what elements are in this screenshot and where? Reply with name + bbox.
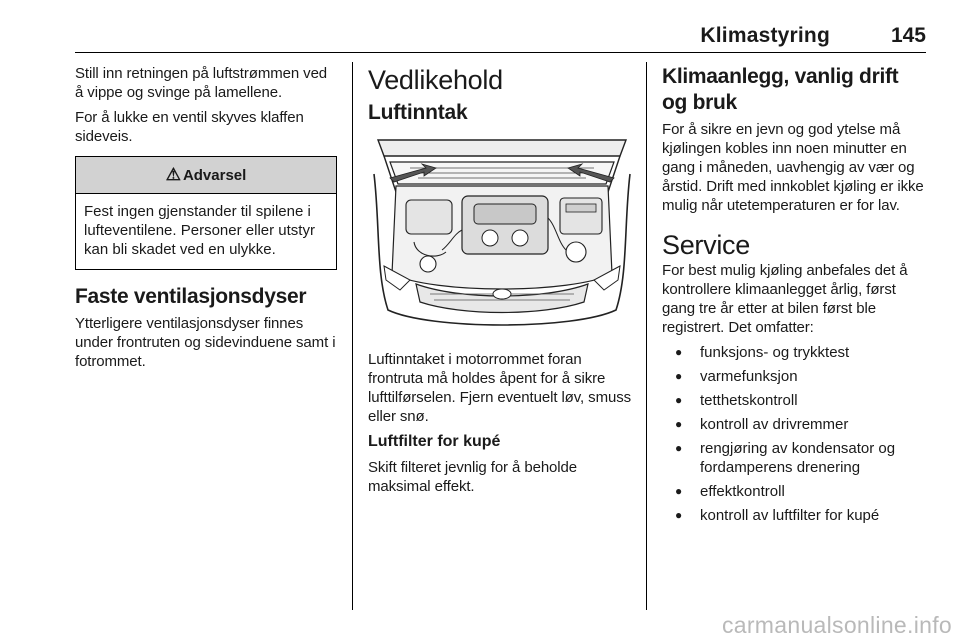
bullet-icon: ●: [675, 345, 683, 359]
fixed-vents-paragraph: Ytterligere ventilasjonsdyser finnes under frontruten og sidevinduene samt i fotrommet.: [75, 315, 336, 370]
bullet-icon: ●: [675, 484, 683, 498]
header-divider: [75, 52, 926, 53]
air-intake-paragraph: Luftinntaket i motorrommet foran frontruta må holdes åpent for å sikre lufttilførselen. Fjern eventuelt løv, smuss eller snø.: [368, 351, 632, 425]
vent-direction-paragraph: Still inn retningen på luftstrømmen ved å vippe og svinge på lamellene.: [75, 65, 328, 101]
warning-text: Fest ingen gjenstander til spilene i lufteventilene. Personer eller utstyr kan bli skadet ved en ulykke.: [84, 203, 315, 258]
column-left: [75, 64, 337, 377]
list-item: ● effektkontroll: [675, 483, 785, 500]
warning-title: Advarsel: [182, 167, 247, 184]
list-item: ● tetthetskontroll: [675, 392, 798, 409]
bullet-icon: ●: [675, 393, 683, 407]
section-heading-maintenance: Vedlikehold: [368, 65, 503, 95]
engine-bay-illustration: [370, 134, 634, 334]
service-checklist: [662, 343, 928, 525]
air-conditioning-paragraph: For å sikre en jevn og god ytelse må kjølingen kobles inn noen minutter en gang i måneden, uavhengig av vær og årstid. Drift med innkoblet kjøling er ikke mulig når utetemperaturen er for lav.: [662, 121, 924, 214]
page-number: 145: [890, 24, 926, 47]
warning-box: [75, 156, 337, 270]
subheading-cabin-filter: Luftfilter for kupé: [368, 433, 501, 450]
bullet-icon: ●: [675, 369, 683, 383]
section-heading-service: Service: [662, 230, 750, 260]
subheading-air-intake: Luftinntak: [368, 101, 468, 124]
list-item: ● varmefunksjon: [675, 368, 798, 385]
watermark-link[interactable]: carmanualsonline.info: [721, 612, 952, 638]
list-item: ● rengjøring av kondensator og fordamperens drenering: [675, 440, 896, 476]
cabin-filter-paragraph: Skift filteret jevnlig for å beholde maksimal effekt.: [368, 459, 578, 495]
vent-close-paragraph: For å lukke en ventil skyves klaffen sideveis.: [75, 109, 304, 145]
running-header-title: Klimastyring: [700, 24, 830, 47]
list-item: ● kontroll av drivremmer: [675, 416, 849, 433]
service-paragraph: For best mulig kjøling anbefales det å kontrollere klimaanlegget årlig, først gang tre år etter at bilen først ble registrert. Det omfatter:: [662, 262, 908, 336]
section-heading-air-conditioning: Klimaanlegg, vanlig drift og bruk: [662, 65, 899, 114]
engine-bay-svg: [370, 134, 634, 334]
bullet-icon: ●: [675, 508, 683, 522]
column-divider-2: [646, 62, 647, 610]
section-heading-fixed-vents: Faste ventilasjonsdyser: [75, 285, 307, 308]
bullet-icon: ●: [675, 441, 683, 455]
bullet-icon: ●: [675, 417, 683, 431]
warning-header: [76, 157, 336, 194]
column-divider-1: [352, 62, 353, 610]
warning-triangle-icon: ⚠: [165, 165, 181, 184]
column-middle: [368, 64, 634, 502]
column-right: [662, 64, 928, 530]
list-item: ● kontroll av luftfilter for kupé: [675, 507, 880, 524]
list-item: ● funksjons- og trykktest: [675, 344, 850, 361]
